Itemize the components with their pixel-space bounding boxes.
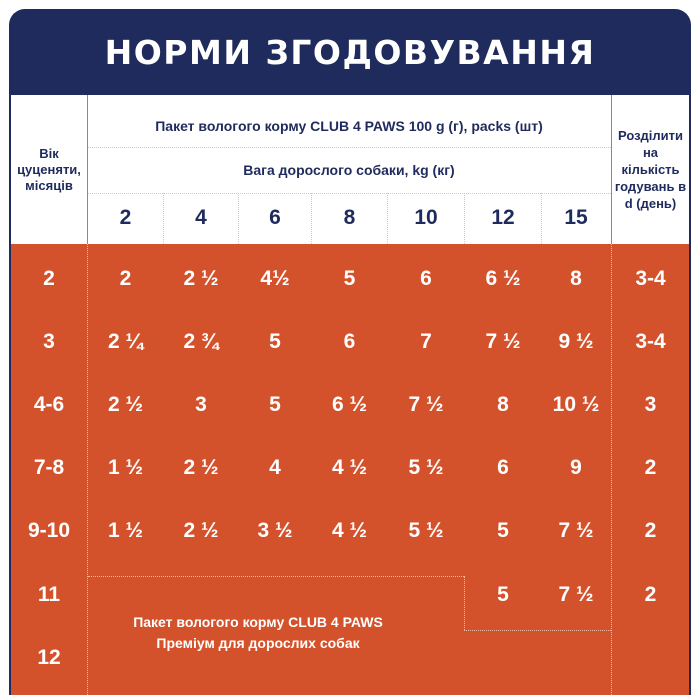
value-cell: 5 — [497, 583, 509, 606]
age-cell: 4-6 — [33, 393, 65, 416]
value-cell: 2 ¾ — [183, 330, 219, 353]
value-cell: 7 ½ — [558, 519, 594, 542]
age-cell: 9-10 — [27, 519, 71, 542]
value-cell: 3 ½ — [257, 519, 293, 542]
feedings-cell: 2 — [644, 519, 657, 542]
divider — [88, 193, 611, 194]
title-banner — [9, 9, 691, 95]
value-cell: 5 ½ — [408, 456, 444, 479]
weight-label: 4 — [195, 206, 207, 229]
value-cell: 4 ½ — [331, 456, 368, 479]
divider — [88, 147, 611, 148]
weight-label: 10 — [414, 206, 438, 229]
value-cell: 3 — [195, 393, 207, 416]
value-cell: 6 — [343, 330, 356, 353]
value-cell: 2 ½ — [107, 393, 144, 416]
feedings-cell: 3-4 — [635, 267, 666, 290]
note-line: Преміум для дорослих собак — [156, 635, 360, 651]
weight-header: Вага дорослого собаки, kg (кг) — [243, 162, 455, 178]
divider — [88, 576, 464, 577]
value-cell: 6 ½ — [331, 393, 368, 416]
pack-header: Пакет вологого корму CLUB 4 PAWS 100 g (г), packs (шт) — [155, 118, 543, 134]
age-cell: 11 — [37, 583, 61, 606]
weight-label: 6 — [269, 206, 281, 229]
divider — [541, 193, 542, 244]
value-cell: 8 — [497, 393, 509, 416]
value-cell: 5 — [343, 267, 356, 290]
value-cell: 5 — [269, 330, 281, 353]
value-cell: 4½ — [260, 267, 290, 290]
divider — [87, 95, 88, 244]
adult-food-note — [88, 612, 428, 662]
value-cell: 1 ½ — [107, 519, 144, 542]
feedings-cell: 3 — [644, 393, 657, 416]
value-cell: 7 ½ — [485, 330, 521, 353]
weight-label: 15 — [564, 206, 588, 229]
value-cell: 2 ½ — [183, 519, 219, 542]
weight-label: 2 — [119, 206, 132, 229]
divider — [464, 193, 465, 244]
divider — [238, 193, 239, 244]
divider — [163, 193, 164, 244]
value-cell: 10 ½ — [552, 393, 600, 416]
feedings-column-header: Розділити на кількість годувань в d (день) — [614, 128, 687, 211]
weight-label: 8 — [343, 206, 356, 229]
value-cell: 1 ½ — [107, 456, 144, 479]
value-cell: 2 ½ — [183, 456, 219, 479]
value-cell: 6 — [420, 267, 432, 290]
age-column-header: Вік цуценяти, місяців — [17, 145, 81, 193]
value-cell: 2 ½ — [183, 267, 219, 290]
value-cell: 7 — [420, 330, 432, 353]
feedings-cell: 2 — [644, 583, 657, 606]
age-cell: 12 — [37, 646, 61, 669]
divider — [387, 193, 388, 244]
value-cell: 8 — [570, 267, 582, 290]
divider — [311, 193, 312, 244]
page-title: НОРМИ ЗГОДОВУВАННЯ — [104, 32, 596, 72]
value-cell: 7 ½ — [558, 583, 594, 606]
age-cell: 2 — [43, 267, 55, 290]
value-cell: 2 ¼ — [107, 330, 144, 353]
value-cell: 4 ½ — [331, 519, 368, 542]
feedings-cell: 2 — [644, 456, 657, 479]
age-cell: 7-8 — [33, 456, 65, 479]
divider — [464, 630, 611, 631]
value-cell: 6 ½ — [485, 267, 521, 290]
feedings-cell: 3-4 — [635, 330, 666, 353]
value-cell: 4 — [269, 456, 281, 479]
age-cell: 3 — [43, 330, 55, 353]
value-cell: 5 — [269, 393, 281, 416]
value-cell: 6 — [497, 456, 509, 479]
value-cell: 2 — [119, 267, 132, 290]
value-cell: 5 — [497, 519, 509, 542]
value-cell: 7 ½ — [408, 393, 444, 416]
note-line: Пакет вологого корму CLUB 4 PAWS — [133, 614, 383, 630]
value-cell: 9 ½ — [558, 330, 594, 353]
weight-label: 12 — [491, 206, 515, 229]
value-cell: 5 ½ — [408, 519, 444, 542]
divider — [611, 95, 612, 244]
value-cell: 9 — [570, 456, 582, 479]
